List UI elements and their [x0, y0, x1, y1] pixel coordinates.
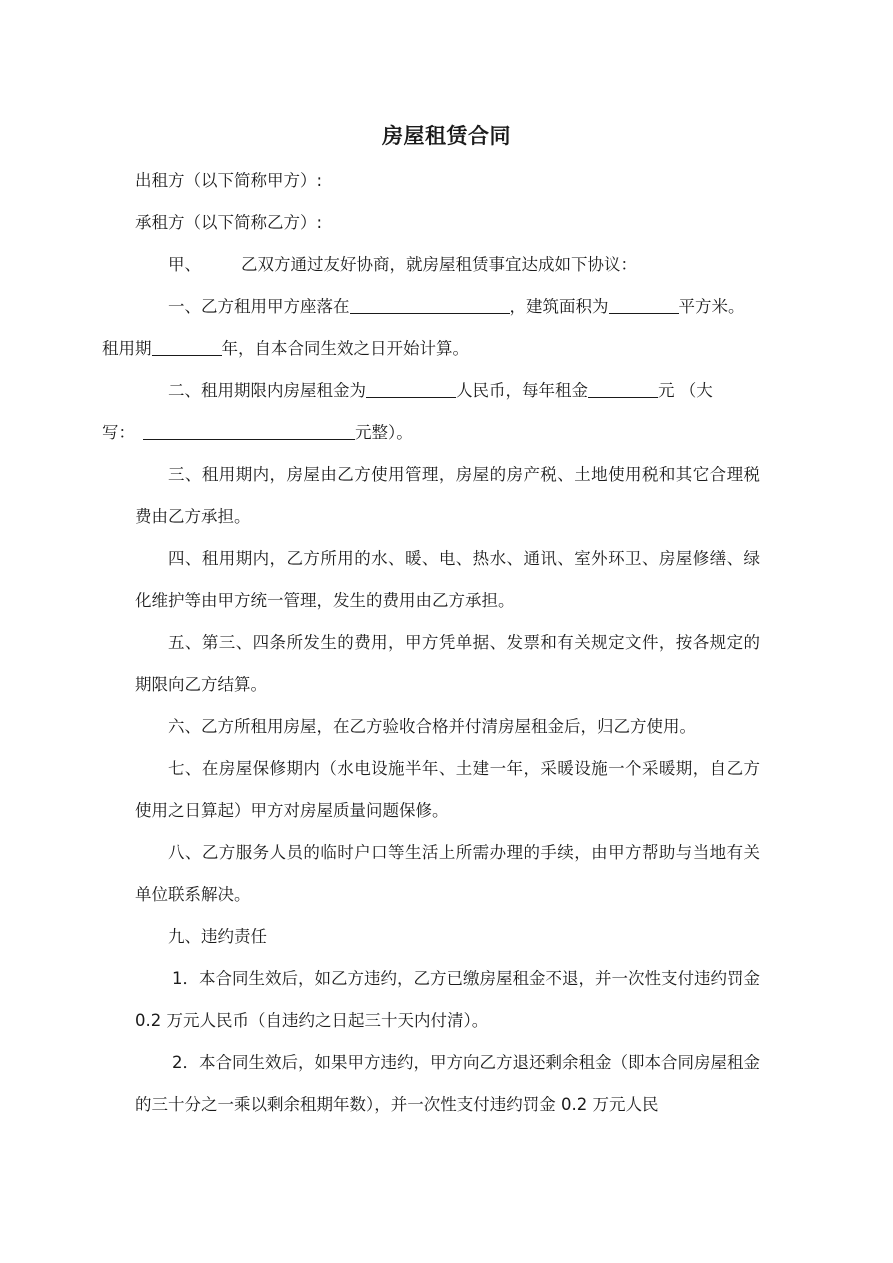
- clause-9-heading: 九、违约责任: [168, 927, 267, 946]
- clause-5: 五、第三、四条所发生的费用，甲方凭单据、发票和有关规定文件，按各规定的期限向乙方结算。: [135, 633, 760, 694]
- location-blank: [350, 295, 510, 314]
- annual-rent-blank: [588, 379, 658, 398]
- clause-2-text-e: 元整）。: [355, 423, 413, 442]
- lessor-line: 出租方（以下简称甲方）:: [135, 171, 323, 190]
- clause-4: 四、租用期内，乙方所用的水、暖、电、热水、通讯、室外环卫、房屋修缮、绿化维护等由甲方统一管理，发生的费用由乙方承担。: [135, 549, 760, 610]
- clause-1: [102, 286, 760, 370]
- clause-1-text-a: 一、乙方租用甲方座落在: [168, 297, 350, 316]
- clause-6: 六、乙方所租用房屋，在乙方验收合格并付清房屋租金后，归乙方使用。: [168, 717, 696, 736]
- intro-part-b: 乙双方通过友好协商，就房屋租赁事宜达成如下协议：: [241, 255, 637, 274]
- area-blank: [609, 295, 679, 314]
- clause-2-text-c: 元 （大: [658, 381, 713, 400]
- clause-8: 八、乙方服务人员的临时户口等生活上所需办理的手续，由甲方帮助与当地有关单位联系解决。: [135, 843, 760, 904]
- document-title: 房屋租赁合同: [382, 124, 511, 148]
- document-body: [102, 160, 760, 1126]
- amount-in-words-blank: [143, 421, 355, 440]
- years-blank: [152, 337, 222, 356]
- clause-1-text-b: ，建筑面积为: [509, 297, 609, 316]
- clause-2-text-a: 二、租用期限内房屋租金为: [168, 381, 366, 400]
- clause-2-text-d: 写：: [102, 423, 135, 442]
- clause-7: 七、在房屋保修期内（水电设施半年、土建一年，采暖设施一个采暖期，自乙方使用之日算起）甲方对房屋质量问题保修。: [135, 759, 760, 820]
- clause-9-item-1: 1．本合同生效后，如乙方违约，乙方已缴房屋租金不退，并一次性支付违约罚金 0.2 万元人民币（自违约之日起三十天内付清）。: [135, 969, 760, 1030]
- clause-2: [102, 370, 760, 454]
- clause-9-item-2: 2．本合同生效后，如果甲方违约，甲方向乙方退还剩余租金（即本合同房屋租金的三十分之一乘以剩余租期年数），并一次性支付违约罚金 0.2 万元人民: [135, 1053, 760, 1114]
- lessee-line: 承租方（以下简称乙方）:: [135, 213, 323, 232]
- intro-part-a: 甲、: [168, 255, 201, 274]
- intro-paragraph: [135, 244, 760, 286]
- clause-1-text-e: 年，自本合同生效之日开始计算。: [221, 339, 469, 358]
- clause-2-text-b: 人民币，每年租金: [456, 381, 588, 400]
- rent-blank: [366, 379, 456, 398]
- clause-3: 三、租用期内，房屋由乙方使用管理，房屋的房产税、土地使用税和其它合理税费由乙方承担。: [135, 465, 760, 526]
- clause-1-text-c: 平方米。: [678, 297, 745, 316]
- clause-1-text-d: 租用期: [102, 339, 152, 358]
